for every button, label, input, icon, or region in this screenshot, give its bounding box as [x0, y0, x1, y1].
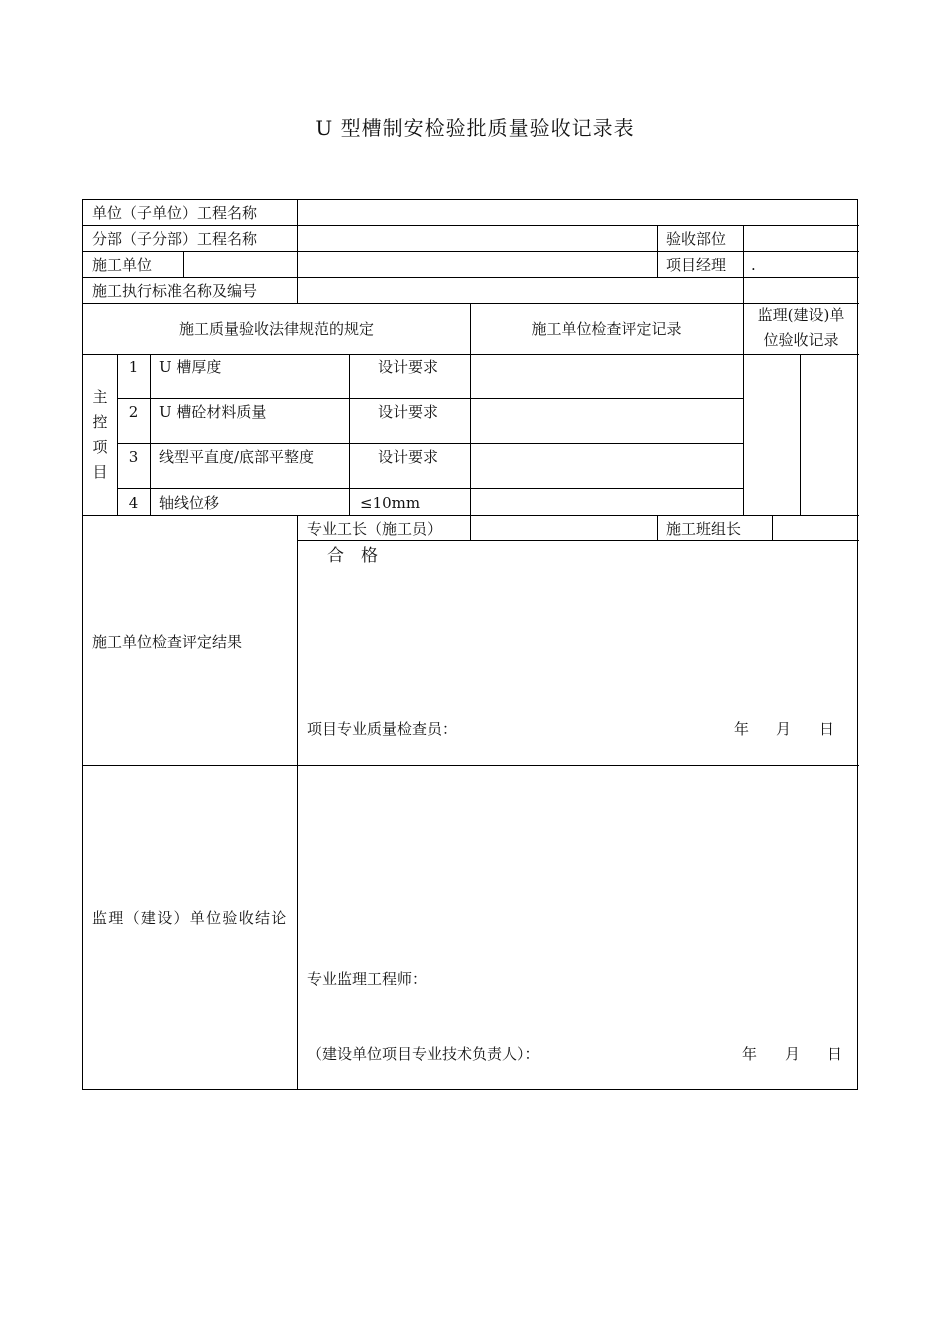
item-requirement: 设计要求 [378, 358, 439, 376]
sub-project-value[interactable] [305, 230, 650, 248]
acceptance-part-value[interactable] [751, 230, 851, 248]
row-divider [297, 540, 859, 541]
item-name: U 槽砼材料质量 [159, 403, 267, 421]
item-name: 线型平直度/底部平整度 [159, 448, 315, 466]
item-name: 轴线位移 [159, 494, 220, 512]
year-label: 年 [742, 1045, 758, 1063]
team-leader-value[interactable] [773, 516, 858, 539]
col-divider [657, 515, 658, 540]
col-divider [150, 354, 151, 515]
col-divider [743, 225, 744, 515]
year-label: 年 [734, 720, 750, 738]
spec-column-header: 施工质量验收法律规范的规定 [178, 320, 374, 338]
supervision-column-header-line2: 位验收记录 [763, 331, 839, 349]
col-divider [657, 225, 658, 277]
acceptance-record-table [82, 199, 858, 1090]
construction-result-label: 施工单位检查评定结果 [92, 633, 243, 651]
item-number: 2 [128, 403, 139, 421]
project-manager-label: 项目经理 [666, 256, 727, 274]
supervision-engineer-label: 专业监理工程师： [307, 970, 428, 988]
standard-label: 施工执行标准名称及编号 [92, 282, 258, 300]
supervision-column-header-line1: 监理(建设)单 [757, 306, 845, 324]
item-number: 1 [128, 358, 139, 376]
item-requirement: 设计要求 [378, 448, 439, 466]
main-control-label-char: 控 [92, 413, 108, 431]
item-record-cell[interactable] [471, 444, 742, 487]
record-column-header: 施工单位检查评定记录 [531, 320, 682, 338]
construction-unit-value[interactable] [191, 256, 651, 274]
standard-value[interactable] [305, 282, 850, 300]
verdict-text: 合 格 [327, 546, 378, 566]
sub-project-label: 分部（子分部）工程名称 [92, 230, 258, 248]
day-label: 日 [819, 720, 835, 738]
month-label: 月 [785, 1045, 801, 1063]
construction-unit-label: 施工单位 [92, 256, 153, 274]
col-divider [297, 515, 298, 1090]
main-control-label-char: 项 [92, 438, 108, 456]
col-divider [349, 354, 350, 515]
foreman-value[interactable] [471, 516, 656, 539]
item-name: U 槽厚度 [159, 358, 222, 376]
unit-project-value[interactable] [305, 204, 850, 222]
item-record-cell[interactable] [471, 355, 742, 397]
acceptance-part-label: 验收部位 [666, 230, 727, 248]
inspector-label: 项目专业质量检查员： [307, 720, 458, 738]
row-divider [83, 765, 859, 766]
month-label: 月 [776, 720, 792, 738]
project-manager-value[interactable]: . [751, 256, 756, 274]
item-number: 3 [128, 448, 139, 466]
col-divider [800, 354, 801, 515]
page-title: U 型槽制安检验批质量验收记录表 [315, 116, 635, 140]
item-record-cell[interactable] [471, 489, 742, 514]
foreman-label: 专业工长（施工员） [307, 520, 443, 538]
main-control-label-char: 目 [92, 463, 108, 481]
col-divider [297, 200, 298, 303]
main-control-label-char: 主 [92, 388, 108, 406]
day-label: 日 [827, 1045, 843, 1063]
unit-project-label: 单位（子单位）工程名称 [92, 204, 258, 222]
owner-representative-label: （建设单位项目专业技术负责人）： [307, 1045, 540, 1063]
item-requirement: ≤10mm [360, 494, 421, 512]
team-leader-label: 施工班组长 [666, 520, 742, 538]
item-number: 4 [128, 494, 139, 512]
col-divider [183, 251, 184, 277]
supervision-conclusion-label: 监理（建设）单位验收结论 [92, 909, 288, 927]
item-record-cell[interactable] [471, 399, 742, 442]
item-requirement: 设计要求 [378, 403, 439, 421]
col-divider [117, 354, 118, 515]
